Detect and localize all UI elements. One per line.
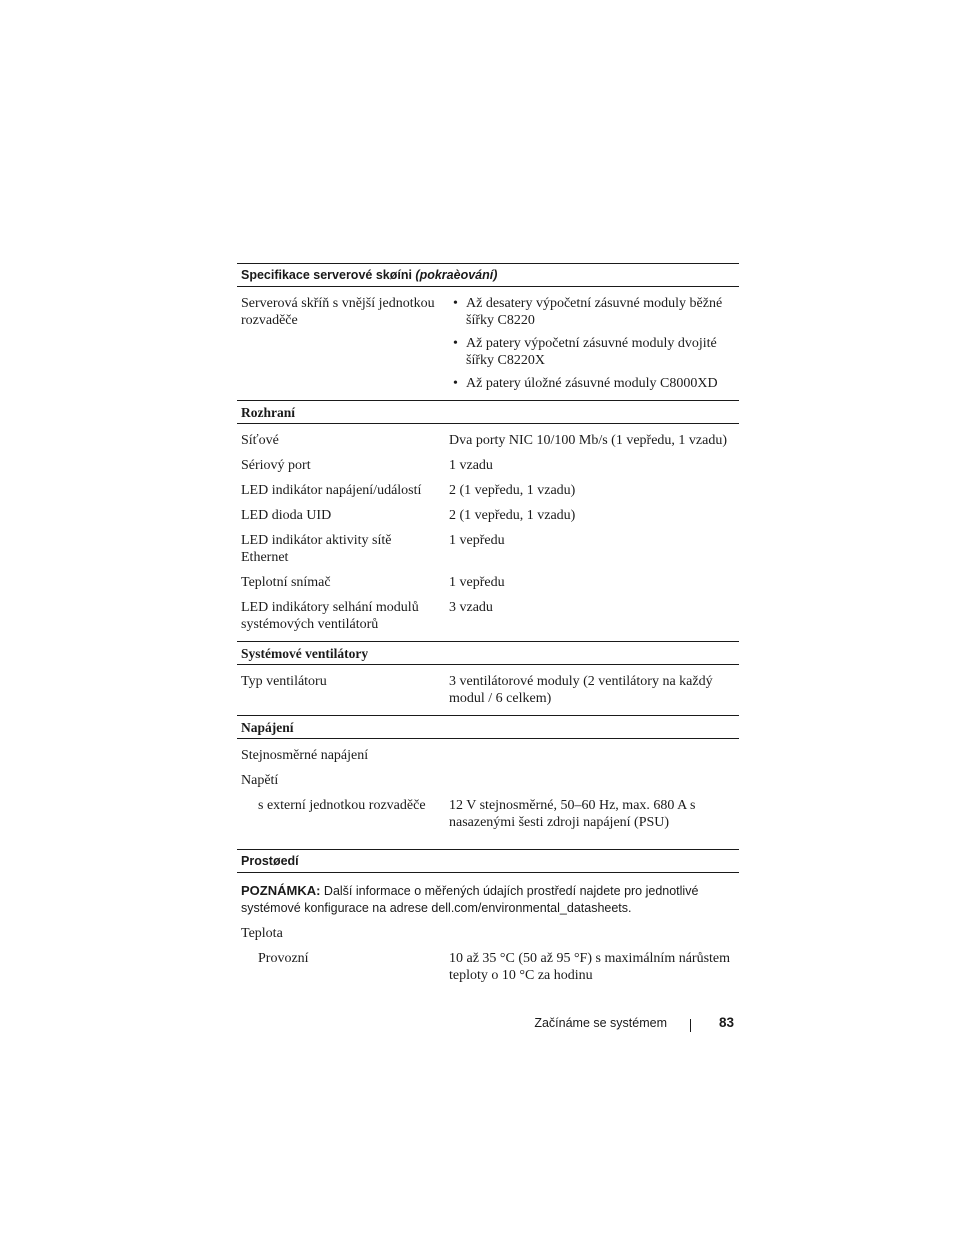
footer-divider xyxy=(690,1019,691,1032)
chassis-list xyxy=(449,295,735,392)
section-power: Napájení xyxy=(237,715,739,739)
row-value: 12 V stejnosměrné, 50–60 Hz, max. 680 A s nasazenými šesti zdroji napájení (PSU) xyxy=(449,798,696,830)
row-label: Teplota xyxy=(241,926,283,941)
bullet-icon: • xyxy=(453,336,458,351)
row-value: 2 (1 vepředu, 1 vzadu) xyxy=(449,483,576,498)
row-value: 1 vzadu xyxy=(449,458,493,473)
row-label: Napětí xyxy=(241,773,279,788)
section-fans: Systémové ventilátory xyxy=(237,641,739,665)
table-row xyxy=(237,739,739,764)
spec-table xyxy=(237,263,739,984)
note-label: POZNÁMKA: xyxy=(241,883,321,898)
table-row xyxy=(237,665,739,715)
row-value: 1 vepředu xyxy=(449,575,505,590)
row-label: Stejnosměrné napájení xyxy=(241,748,369,763)
note-text: Další informace o měřených údajích prostředí najdete pro jednotlivé systémové konfigurace na adrese dell.com/environmental_datasheets. xyxy=(241,884,699,915)
section-interfaces: Rozhraní xyxy=(237,400,739,424)
page-number: 83 xyxy=(719,1015,735,1030)
table-row xyxy=(237,424,739,449)
row-label: LED indikátor napájení/událostí xyxy=(241,483,422,498)
note xyxy=(237,873,739,917)
table-header xyxy=(237,263,739,287)
page-footer xyxy=(0,1015,954,1035)
table-row xyxy=(237,474,739,499)
row-label: LED dioda UID xyxy=(241,508,332,523)
row-label: LED indikátory selhání modulů systémových ventilátorů xyxy=(241,600,419,632)
chassis-label: Serverová skříň s vnější jednotkou rozvaděče xyxy=(241,296,435,328)
row-value: 2 (1 vepředu, 1 vzadu) xyxy=(449,508,576,523)
table-header-continued: (pokraèování) xyxy=(415,268,498,282)
row-value: 3 ventilátorové moduly (2 ventilátory na každý modul / 6 celkem) xyxy=(449,674,713,706)
table-row xyxy=(237,591,739,641)
bullet-icon: • xyxy=(453,376,458,391)
row-label: Typ ventilátoru xyxy=(241,674,327,689)
chassis-row xyxy=(237,287,739,400)
bullet-icon: • xyxy=(453,296,458,311)
list-item: • Až patery úložné zásuvné moduly C8000XD xyxy=(453,376,718,391)
list-item: • Až desatery výpočetní zásuvné moduly běžné šířky C8220 xyxy=(453,296,723,328)
list-item: • Až patery výpočetní zásuvné moduly dvojité šířky C8220X xyxy=(453,336,717,368)
row-label: Síťové xyxy=(241,433,279,448)
table-header-title: Specifikace serverové skøíni xyxy=(241,268,412,282)
table-row xyxy=(237,789,739,849)
table-row xyxy=(237,449,739,474)
table-row xyxy=(237,942,739,984)
footer-section-title: Začínáme se systémem xyxy=(534,1016,667,1030)
row-label: Teplotní snímač xyxy=(241,575,331,590)
table-row xyxy=(237,566,739,591)
row-label: LED indikátor aktivity sítě Ethernet xyxy=(241,533,392,565)
row-value: 3 vzadu xyxy=(449,600,493,615)
row-label: Provozní xyxy=(258,951,309,966)
table-row xyxy=(237,764,739,789)
section-environment: Prostøedí xyxy=(237,849,739,873)
row-label: Sériový port xyxy=(241,458,311,473)
row-value: 10 až 35 °C (50 až 95 °F) s maximálním nárůstem teploty o 10 °C za hodinu xyxy=(449,951,731,983)
table-row xyxy=(237,499,739,524)
table-row xyxy=(237,524,739,566)
table-row xyxy=(237,917,739,942)
row-label: s externí jednotkou rozvaděče xyxy=(258,798,426,813)
row-value: Dva porty NIC 10/100 Mb/s (1 vepředu, 1 vzadu) xyxy=(449,433,728,448)
row-value: 1 vepředu xyxy=(449,533,505,548)
